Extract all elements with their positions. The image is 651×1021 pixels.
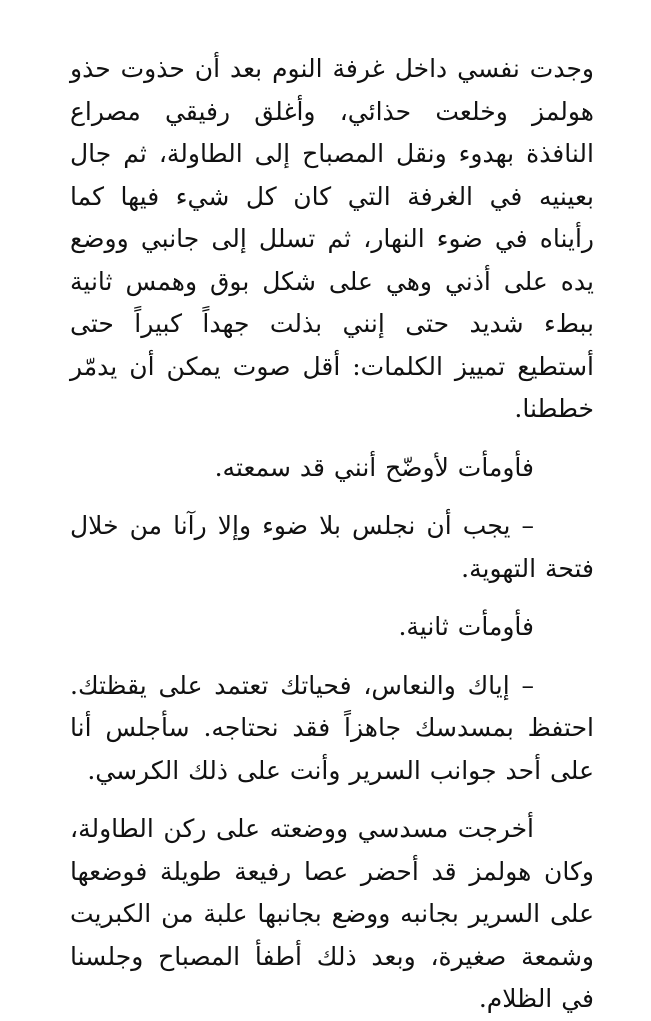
paragraph-bedroom-scene: وجدت نفسي داخل غرفة النوم بعد أن حذوت حذو هولمز وخلعت حذائي، وأغلق رفيقي مصراع النافذة بهدوء ونقل المصباح إلى الطاولة، ثم جال بعينيه في الغرفة التي كان كل شيء فيها كما رأيناه في ضوء النهار، ثم تسلل إلى جانبي ووضع يده على أذني وهي على شكل بوق وهمس ثانية ببطء شديد حتى إنني بذلت جهداً كبيراً حتى أستطيع تمييز الكلمات: أقل صوت يمكن أن يدمّر خططنا. — [70, 54, 594, 423]
paragraph-nodding-again: فأومأت ثانية. — [398, 612, 534, 641]
paragraph-dialogue-revolver: – إياك والنعاس، فحياتك تعتمد على يقظتك. احتفظ بمسدسك جاهزاً فقد نحتاجه. سأجلس أنا على أحد جوانب السرير وأنت على ذلك الكرسي. — [70, 670, 594, 785]
paragraph-darkness-setup: أخرجت مسدسي ووضعته على ركن الطاولة، وكان هولمز قد أحضر عصا رفيعة طويلة فوضعها على السرير بجانبه ووضع بجانبها علبة من الكبريت وشمعة صغيرة، وبعد ذلك أطفأ المصباح وجلسنا في الظلام. — [70, 814, 594, 1013]
paragraph-gap — [70, 431, 594, 447]
paragraph-gap — [70, 649, 594, 665]
paragraph-nodding: فأومأت لأوضّح أنني قد سمعته. — [214, 452, 534, 482]
paragraph-gap — [70, 792, 594, 808]
paragraph-dialogue-darkness: – يجب أن نجلس بلا ضوء وإلا رآنا من خلال فتحة التهوية. — [70, 511, 594, 583]
paragraph-gap — [70, 590, 594, 606]
paragraph-gap — [70, 489, 594, 505]
